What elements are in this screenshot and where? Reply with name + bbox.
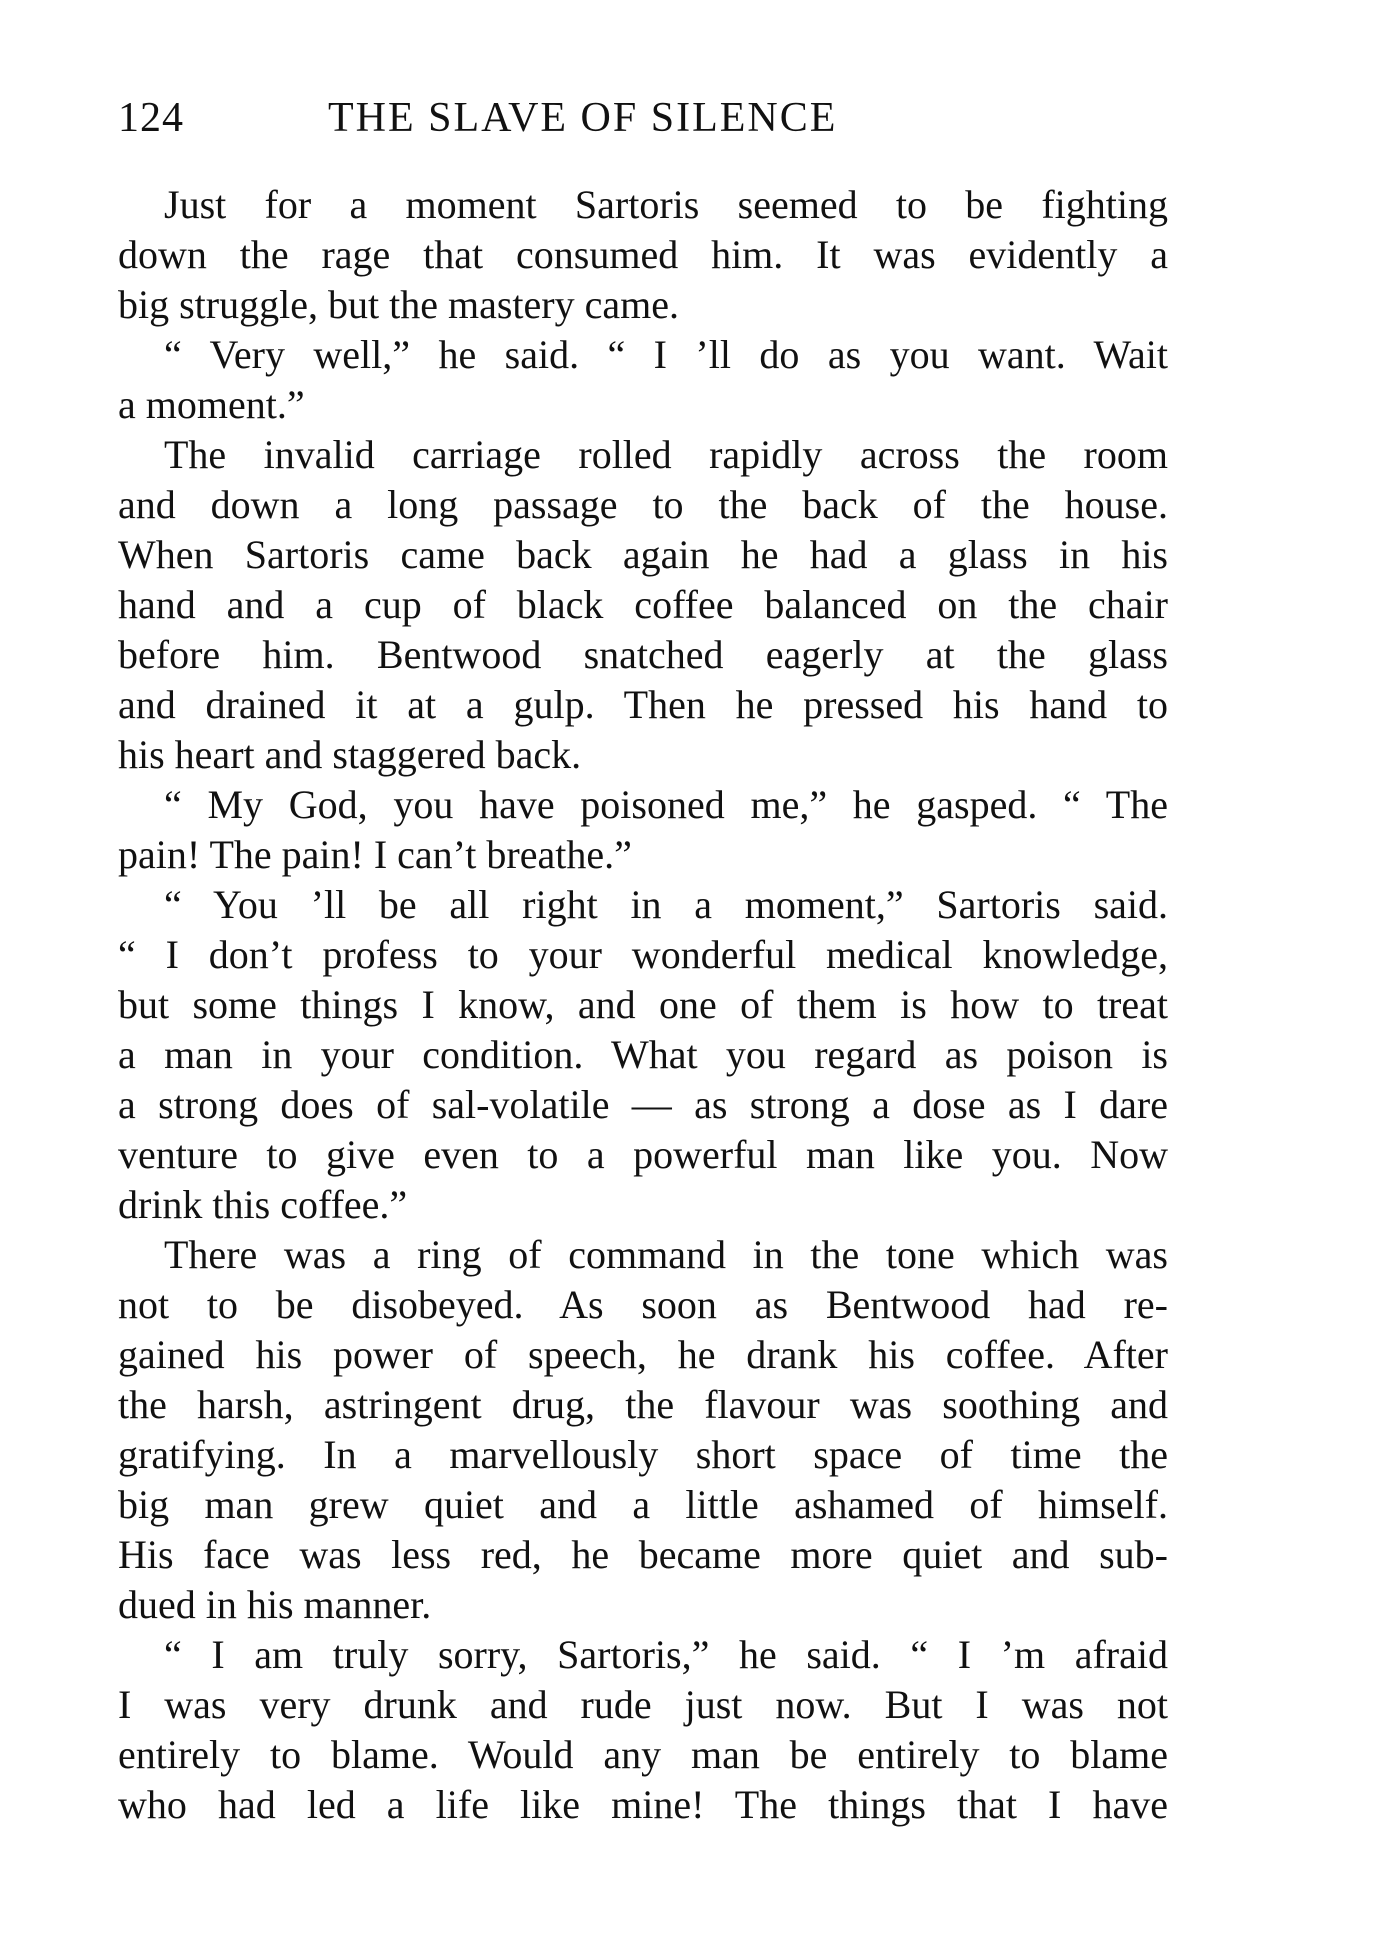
text-line: When Sartoris came back again he had a glass in his: [118, 532, 1168, 577]
text-line: There was a ring of command in the tone which was: [164, 1232, 1168, 1277]
text-line: The invalid carriage rolled rapidly across the room: [164, 432, 1168, 477]
text-line: and down a long passage to the back of the house.: [118, 482, 1168, 527]
text-line: “ I don’t profess to your wonderful medical knowledge,: [118, 932, 1168, 977]
text-line: His face was less red, he became more quiet and sub-: [118, 1532, 1168, 1577]
text-line: “ My God, you have poisoned me,” he gasped. “ The: [164, 782, 1168, 827]
text-line: his heart and staggered back.: [118, 732, 582, 777]
text-line: a moment.”: [118, 382, 305, 427]
text-line: a man in your condition. What you regard as poison is: [118, 1032, 1168, 1077]
text-line: down the rage that consumed him. It was evidently a: [118, 232, 1168, 277]
text-line: hand and a cup of black coffee balanced on the chair: [118, 582, 1168, 627]
text-line: big man grew quiet and a little ashamed of himself.: [118, 1482, 1168, 1527]
text-line: pain! The pain! I can’t breathe.”: [118, 832, 632, 877]
text-line: not to be disobeyed. As soon as Bentwood had re-: [118, 1282, 1168, 1327]
text-line: who had led a life like mine! The things that I have: [118, 1782, 1168, 1827]
text-line: and drained it at a gulp. Then he pressed his hand to: [118, 682, 1168, 727]
text-line: “ I am truly sorry, Sartoris,” he said. “ I ’m afraid: [164, 1632, 1168, 1677]
text-line: I was very drunk and rude just now. But I was not: [118, 1682, 1168, 1727]
text-line: dued in his manner.: [118, 1582, 432, 1627]
text-line: but some things I know, and one of them is how to treat: [118, 982, 1168, 1027]
book-title: THE SLAVE OF SILENCE: [328, 95, 838, 141]
text-line: entirely to blame. Would any man be entirely to blame: [118, 1732, 1168, 1777]
text-line: before him. Bentwood snatched eagerly at the glass: [118, 632, 1168, 677]
text-line: big struggle, but the mastery came.: [118, 282, 679, 327]
text-line: gained his power of speech, he drank his coffee. After: [118, 1332, 1168, 1377]
text-line: “ You ’ll be all right in a moment,” Sartoris said.: [164, 882, 1168, 927]
text-line: Just for a moment Sartoris seemed to be fighting: [164, 182, 1168, 227]
text-line: drink this coffee.”: [118, 1182, 408, 1227]
text-line: gratifying. In a marvellously short space of time the: [118, 1432, 1168, 1477]
text-line: venture to give even to a powerful man like you. Now: [118, 1132, 1168, 1177]
text-line: the harsh, astringent drug, the flavour was soothing and: [118, 1382, 1168, 1427]
body-text: [118, 180, 1168, 1830]
text-line: a strong does of sal-volatile — as strong a dose as I dare: [118, 1082, 1168, 1127]
page-number: 124: [118, 95, 184, 141]
text-line: “ Very well,” he said. “ I ’ll do as you want. Wait: [164, 332, 1168, 377]
running-head: [118, 93, 1158, 143]
